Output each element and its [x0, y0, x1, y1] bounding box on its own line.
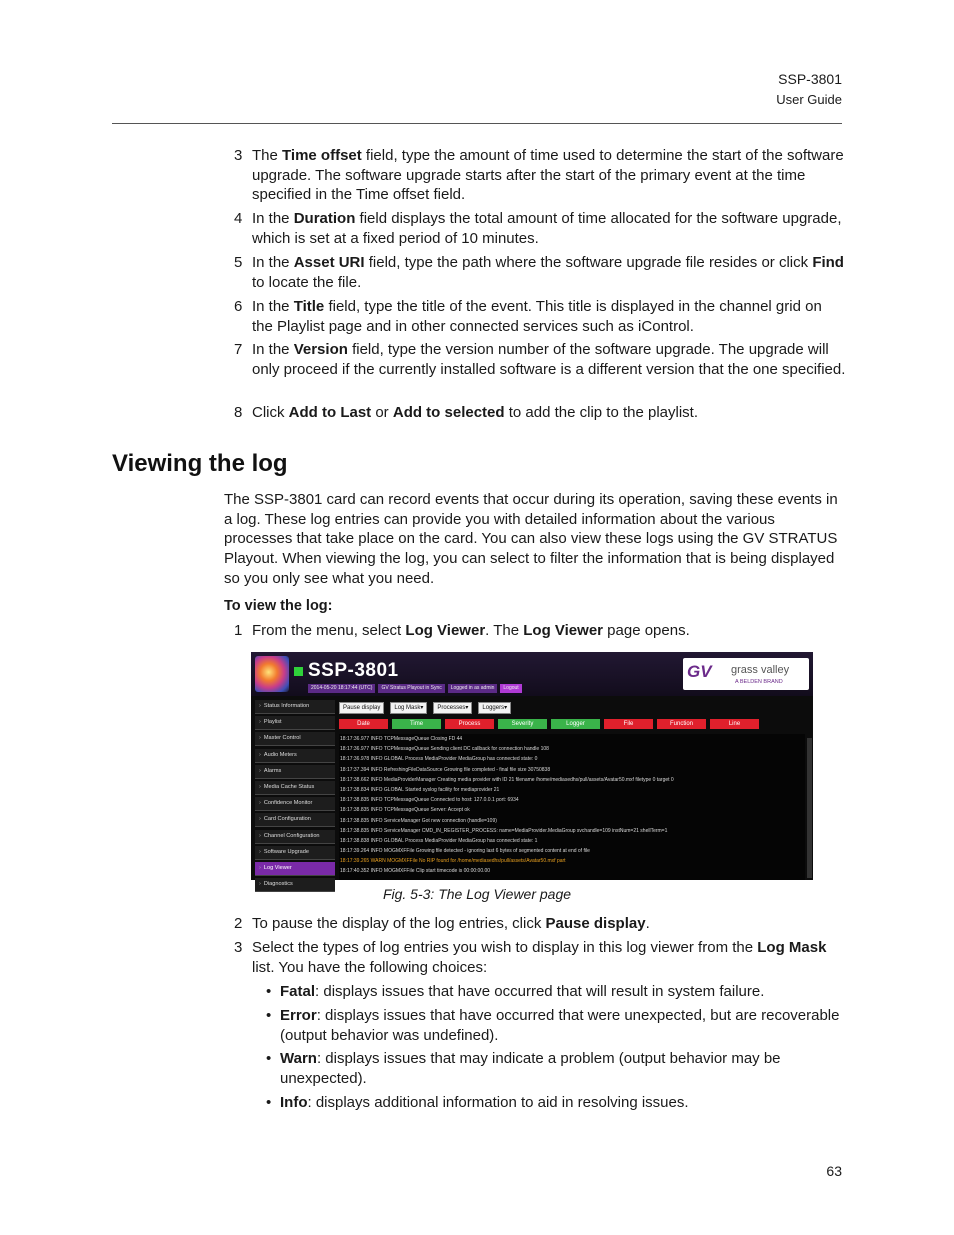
step-number: 4	[234, 210, 243, 227]
step-number: 6	[234, 298, 243, 315]
step-bold: Pause display	[545, 915, 646, 932]
step-6-title	[234, 297, 846, 336]
step-text: Select the types of log entries you wish to display in this log viewer from the	[252, 939, 758, 956]
bullet-bold: Fatal	[280, 983, 316, 1000]
brand-tagline: A BELDEN BRAND	[735, 679, 783, 685]
chevron-right-icon: ›	[259, 751, 261, 758]
log-line: 18:17:38.838 INFO GLOBAL Process MediaProvider MediaGroup has connected state: 1	[340, 837, 538, 844]
step-text: field, type the path where the software upgrade file resides or click	[364, 254, 813, 271]
step-text: or	[371, 404, 393, 421]
bullet-dot: •	[266, 983, 272, 1000]
step-bold: Log Viewer	[523, 622, 603, 639]
step-number: 2	[234, 915, 243, 932]
sidebar-item-channel-configuration[interactable]	[255, 830, 335, 844]
sidebar-item-audio-meters[interactable]	[255, 749, 335, 763]
filter-toggle-logger[interactable]: Logger	[551, 719, 600, 729]
step-number: 3	[234, 939, 243, 956]
logout-button[interactable]: Logout	[500, 684, 521, 693]
pause-display-button[interactable]: Pause display	[339, 702, 384, 714]
bullet-dot: •	[266, 1050, 272, 1067]
sidebar-item-label: Audio Meters	[263, 751, 297, 758]
chevron-right-icon: ›	[259, 848, 261, 855]
app-logo-icon	[255, 656, 289, 692]
filter-toggle-line[interactable]: Line	[710, 719, 759, 729]
step-1-log-viewer	[234, 621, 846, 641]
chevron-right-icon: ›	[259, 703, 261, 709]
step-number: 3	[234, 147, 243, 164]
chevron-right-icon: ›	[259, 816, 261, 823]
step-text: field displays the total amount of time allocated for the software upgrade, which is set at a fixed period of 10 minutes.	[252, 210, 842, 247]
log-line: 18:17:38.835 INFO ServiceManager Got new connection (handle=109)	[340, 817, 497, 824]
filter-toggle-function[interactable]: Function	[657, 719, 706, 729]
bullet-dot: •	[266, 1094, 272, 1111]
processes-dropdown[interactable]: Processes▾	[433, 702, 472, 714]
step-2-pause	[234, 914, 846, 934]
status-bar	[308, 684, 522, 693]
step-3-log-mask	[234, 938, 846, 977]
status-chip-sync: GV Stratus Playout in Sync	[378, 684, 444, 693]
log-line: 18:17:39.264 INFO MOGMXFFile Growing file detected - ignoring last 6 bytes of segmented content at end of file	[340, 848, 590, 855]
step-bold: Log Viewer	[405, 622, 486, 639]
step-text: In the	[252, 298, 294, 315]
log-line: 18:17:39.265 WARN MOGMXFFile No RIP found for /home/mediasedhs/pull/assets/Avatar50.mxf part	[340, 858, 566, 865]
step-text: page opens.	[603, 622, 690, 639]
sidebar-item-label: Card Configuration	[263, 816, 311, 823]
step-text: From the menu, select	[252, 622, 406, 639]
step-text: . The	[485, 622, 524, 639]
loggers-dropdown[interactable]: Loggers▾	[478, 702, 511, 714]
log-line: 18:17:38.835 INFO TCPMessageQueue Connected to host: 127.0.0.1 port: 6934	[340, 797, 519, 804]
section-title: Viewing the log	[112, 450, 288, 477]
log-line: 18:17:36.977 INFO TCPMessageQueue Closing FD 44	[340, 736, 463, 742]
sidebar-item-confidence-monitor[interactable]	[255, 797, 335, 811]
step-number: 8	[234, 404, 243, 421]
log-line: 18:17:38.834 INFO GLOBAL Started syslog facility for mediaprovider 21	[340, 786, 500, 793]
step-bold: Find	[812, 254, 844, 271]
step-5-asset-uri	[234, 253, 846, 292]
header-subtitle: User Guide	[776, 92, 842, 107]
bullet-warn	[266, 1049, 846, 1088]
log-line: 18:17:36.978 INFO GLOBAL Process MediaProvider MediaGroup has connected state: 0	[340, 756, 538, 763]
step-text: To pause the display of the log entries, click	[252, 915, 546, 932]
chevron-right-icon: ›	[259, 881, 261, 888]
log-line: 18:17:36.977 INFO TCPMessageQueue Sending client DC callback for connection handle 108	[340, 746, 549, 753]
app-title: SSP-3801	[308, 660, 399, 681]
brand-logo	[683, 658, 809, 690]
bullet-bold: Info	[280, 1094, 308, 1111]
header-product: SSP-3801	[778, 71, 842, 87]
log-line: 18:17:38.835 INFO ServiceManager CMD_IN_REGISTER_PROCESS: name=MediaProvider.MediaGroup svchandle=109 instNum=21 shellTerm=1	[340, 827, 668, 834]
page-number: 63	[826, 1163, 842, 1179]
sidebar-menu	[255, 700, 335, 894]
step-bold: Duration	[293, 210, 356, 227]
filter-toggle-date[interactable]: Date	[339, 719, 388, 729]
bullet-bold: Error	[280, 1007, 317, 1024]
log-mask-dropdown[interactable]: Log Mask▾	[390, 702, 427, 714]
step-bold: Time offset	[282, 147, 362, 164]
procedure-title: To view the log:	[224, 598, 333, 614]
step-bold: Version	[293, 341, 348, 358]
filter-toggle-process[interactable]: Process	[445, 719, 494, 729]
log-output	[339, 734, 805, 880]
step-text: In the	[252, 210, 294, 227]
header-rule	[112, 123, 842, 124]
bullet-text: : displays issues that have occurred that were unexpected, but are recoverable (output behavior was undefined).	[280, 1007, 840, 1044]
sidebar-item-label: Log Viewer	[263, 864, 292, 871]
step-bold: Add to selected	[392, 404, 505, 421]
sidebar-item-media-cache-status[interactable]	[255, 781, 335, 795]
log-line: 18:17:40.352 INFO MOGMXFFile Clip start timecode is 00:00:00.00	[340, 868, 491, 875]
step-bold: Asset URI	[293, 254, 365, 271]
step-text: to locate the file.	[252, 273, 362, 291]
sidebar-item-card-configuration[interactable]	[255, 813, 335, 827]
app-header	[251, 652, 813, 696]
status-chip-user: Logged in as admin	[448, 684, 498, 693]
log-toolbar	[339, 702, 511, 714]
chevron-right-icon: ›	[259, 783, 261, 790]
step-number: 5	[234, 254, 243, 271]
chevron-right-icon: ›	[259, 767, 261, 774]
sidebar-item-label: Alarms	[263, 767, 282, 774]
step-text: field, type the amount of time used to determine the start of the software upgrade. The software upgrade starts after the start of the primary event at the time specified in the Time offset field.	[252, 147, 844, 204]
bullet-dot: •	[266, 1007, 272, 1024]
status-indicator-icon	[294, 667, 303, 676]
sidebar-item-label: Media Cache Status	[263, 783, 315, 790]
sidebar-item-label: Master Control	[263, 735, 301, 742]
chevron-right-icon: ›	[259, 800, 261, 807]
step-text: .	[645, 915, 650, 932]
bullet-text: : displays issues that have occurred that will result in system failure.	[315, 983, 765, 1000]
step-bold: Title	[293, 298, 325, 315]
bullet-bold: Warn	[280, 1050, 317, 1067]
step-number: 1	[234, 622, 243, 639]
step-text: In the	[252, 254, 294, 271]
brand-name: grass valley	[731, 664, 790, 676]
gv-logo-icon: GV	[687, 662, 712, 681]
chevron-right-icon: ›	[259, 832, 261, 839]
log-scrollbar[interactable]	[807, 738, 812, 878]
bullet-fatal	[266, 982, 846, 1002]
step-bold: Add to Last	[288, 404, 372, 421]
sidebar-item-label: Confidence Monitor	[263, 800, 313, 807]
log-line: 18:17:38.835 INFO TCPMessageQueue Server: Accept ok	[340, 807, 470, 814]
bullet-text: : displays issues that may indicate a problem (output behavior may be unexpected).	[280, 1050, 781, 1087]
sidebar-item-label: Channel Configuration	[263, 832, 320, 839]
chevron-right-icon: ›	[259, 864, 261, 871]
sidebar-item-master-control[interactable]	[255, 732, 335, 746]
step-text: Click	[252, 404, 289, 421]
step-bold: Log Mask	[757, 939, 827, 956]
sidebar-item-software-upgrade[interactable]	[255, 846, 335, 860]
sidebar-item-status-information[interactable]	[255, 700, 335, 714]
bullet-info	[266, 1093, 846, 1113]
step-text: The	[252, 147, 283, 164]
step-3-time-offset	[234, 146, 846, 205]
status-chip-time: 2014-05-20 18:17:44 (UTC)	[308, 684, 375, 693]
sidebar-item-alarms[interactable]	[255, 765, 335, 779]
sidebar-item-log-viewer[interactable]	[255, 862, 335, 876]
step-text: field, type the version number of the software upgrade. The upgrade will only proceed if the currently installed software is a different version that the one specified.	[252, 341, 846, 378]
filter-toggle-time[interactable]: Time	[392, 719, 441, 729]
step-7-version	[234, 340, 846, 379]
sidebar-item-label: Software Upgrade	[263, 848, 309, 855]
log-line: 18:17:38.662 INFO MediaProviderManager Creating media provider with ID 21 filename /home/mediasedhs/pull/assets/Avatar50.mxf filetype 0 target 0	[340, 776, 674, 783]
bullet-text: : displays additional information to aid in resolving issues.	[307, 1094, 689, 1111]
figure-caption: Fig. 5-3: The Log Viewer page	[382, 886, 572, 902]
column-filters	[339, 719, 759, 729]
sidebar-item-label: Status Information	[263, 703, 310, 709]
sidebar-item-label: Playlist	[263, 719, 282, 726]
step-text: In the	[252, 341, 294, 358]
chevron-right-icon: ›	[259, 719, 261, 726]
step-4-duration	[234, 209, 846, 248]
filter-toggle-severity[interactable]: Severity	[498, 719, 547, 729]
step-8-add	[234, 403, 846, 423]
chevron-right-icon: ›	[259, 735, 261, 742]
step-text: field, type the title of the event. This title is displayed in the channel grid on the Playlist page and in other connected services such as iControl.	[252, 298, 822, 335]
log-viewer-screenshot	[251, 652, 813, 888]
filter-toggle-file[interactable]: File	[604, 719, 653, 729]
log-line: 18:17:37.394 INFO RefreshingFileDataSource Growing file completed - final file size 30750838	[340, 766, 551, 773]
step-text: to add the clip to the playlist.	[504, 404, 698, 421]
step-number: 7	[234, 341, 243, 358]
sidebar-item-playlist[interactable]	[255, 716, 335, 730]
step-text: list. You have the following choices:	[252, 958, 488, 976]
section-intro: The SSP-3801 card can record events that occur during its operation, saving these events in a log. These log entries can provide you with detailed information about the various processes that take place on the card. You can also view these logs using the GV STRATUS Playout. When viewing the log, you can select to filter the information that is being displayed so you only see what you need.	[224, 491, 838, 587]
sidebar-item-label: Diagnostics	[263, 881, 293, 888]
bullet-error	[266, 1006, 846, 1045]
